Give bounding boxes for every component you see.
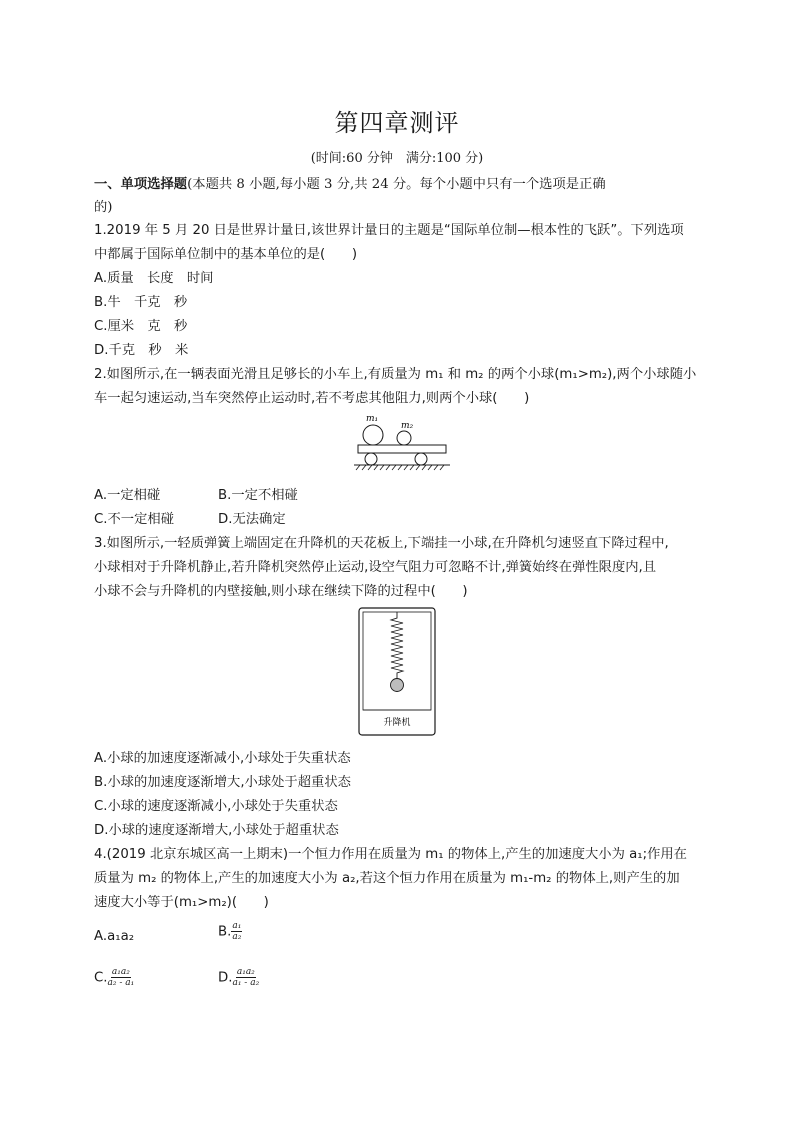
q4-option-a: A.a₁a₂ bbox=[94, 929, 135, 944]
elevator-label: 升降机 bbox=[383, 718, 411, 728]
section-desc-line1: (本题共 8 小题,每小题 3 分,共 24 分。每个小题中只有一个选项是正确 bbox=[187, 177, 606, 192]
q4-option-b-denominator: a₂ bbox=[232, 932, 242, 942]
q3-text-line2: 小球相对于升降机静止,若升降机突然停止运动,设空气阻力可忽略不计,弹簧始终在弹性限度内,且 bbox=[94, 560, 657, 575]
exam-subtitle: (时间:60 分钟 满分:100 分) bbox=[310, 151, 484, 166]
q1-text-line1: 1.2019 年 5 月 20 日是世界计量日,该世界计量日的主题是“国际单位制—根本性的飞跃”。下列选项 bbox=[94, 223, 684, 238]
q3-option-d: D.小球的速度逐渐增大,小球处于超重状态 bbox=[94, 823, 339, 838]
hanging-ball bbox=[391, 679, 404, 692]
q1-text-line2: 中都属于国际单位制中的基本单位的是( ) bbox=[94, 247, 358, 262]
q4-option-c-denominator: a₂ - a₁ bbox=[107, 978, 135, 988]
q2-option-b: B.一定不相碰 bbox=[218, 488, 298, 503]
ball-m2 bbox=[397, 431, 411, 445]
ball-m1 bbox=[363, 425, 383, 445]
q2-option-c: C.不一定相碰 bbox=[94, 512, 174, 527]
q3-option-b: B.小球的加速度逐渐增大,小球处于超重状态 bbox=[94, 775, 351, 790]
section-desc-line2: 的) bbox=[94, 200, 113, 215]
elevator-figure bbox=[358, 607, 438, 737]
q2-option-a: A.一定相碰 bbox=[94, 488, 161, 503]
q1-option-b: B.牛 千克 秒 bbox=[94, 295, 188, 310]
m1-label: m₁ bbox=[366, 414, 379, 424]
q4-text-line2: 质量为 m₂ 的物体上,产生的加速度大小为 a₂,若这个恒力作用在质量为 m₁-m₂ 的物体上,则产生的加 bbox=[94, 871, 680, 886]
q4-option-d-denominator: a₁ - a₂ bbox=[232, 978, 260, 988]
q4-option-b-fraction bbox=[231, 921, 242, 942]
q1-option-d: D.千克 秒 米 bbox=[94, 343, 189, 358]
q4-option-d-prefix: D. bbox=[218, 970, 233, 986]
q2-text-line2: 车一起匀速运动,当车突然停止运动时,若不考虑其他阻力,则两个小球( ) bbox=[94, 391, 530, 406]
q4-option-d-fraction bbox=[232, 967, 259, 988]
q2-text-line1: 2.如图所示,在一辆表面光滑且足够长的小车上,有质量为 m₁ 和 m₂ 的两个小球(m₁>m₂),两个小球随小 bbox=[94, 367, 697, 382]
q4-option-c-fraction bbox=[108, 967, 135, 988]
q4-option-b-prefix: B. bbox=[218, 924, 232, 940]
q4-text-line1: 4.(2019 北京东城区高一上期末)一个恒力作用在质量为 m₁ 的物体上,产生的加速度大小为 a₁;作用在 bbox=[94, 847, 687, 862]
q4-option-d-numerator: a₁a₂ bbox=[236, 967, 255, 977]
q3-option-c: C.小球的速度逐渐减小,小球处于失重状态 bbox=[94, 799, 338, 814]
section-title: 一、单项选择题 bbox=[94, 177, 188, 192]
q4-option-c bbox=[94, 967, 134, 988]
ground-hatching bbox=[356, 465, 444, 470]
q3-text-line1: 3.如图所示,一轻质弹簧上端固定在升降机的天花板上,下端挂一小球,在升降机匀速竖直下降过程中, bbox=[94, 536, 669, 551]
q4-option-b bbox=[218, 921, 242, 942]
cart-figure bbox=[354, 410, 454, 474]
cart-wheel-left bbox=[365, 453, 377, 465]
section-heading bbox=[94, 173, 700, 219]
q1-option-c: C.厘米 克 秒 bbox=[94, 319, 188, 334]
elevator-inner-wall bbox=[363, 612, 431, 710]
q4-option-c-numerator: a₁a₂ bbox=[111, 967, 130, 977]
q4-option-c-prefix: C. bbox=[94, 970, 108, 986]
cart-wheel-right bbox=[415, 453, 427, 465]
q1-option-a: A.质量 长度 时间 bbox=[94, 271, 214, 286]
page-title: 第四章测评 bbox=[334, 109, 460, 137]
q4-option-b-numerator: a₁ bbox=[232, 921, 242, 931]
q3-text-line3: 小球不会与升降机的内壁接触,则小球在继续下降的过程中( ) bbox=[94, 584, 468, 599]
cart-body bbox=[358, 445, 446, 453]
q4-option-d bbox=[218, 967, 259, 988]
q2-option-d: D.无法确定 bbox=[218, 512, 286, 527]
m2-label: m₂ bbox=[401, 421, 414, 431]
q4-text-line3: 速度大小等于(m₁>m₂)( ) bbox=[94, 895, 269, 910]
q3-option-a: A.小球的加速度逐渐减小,小球处于失重状态 bbox=[94, 751, 351, 766]
